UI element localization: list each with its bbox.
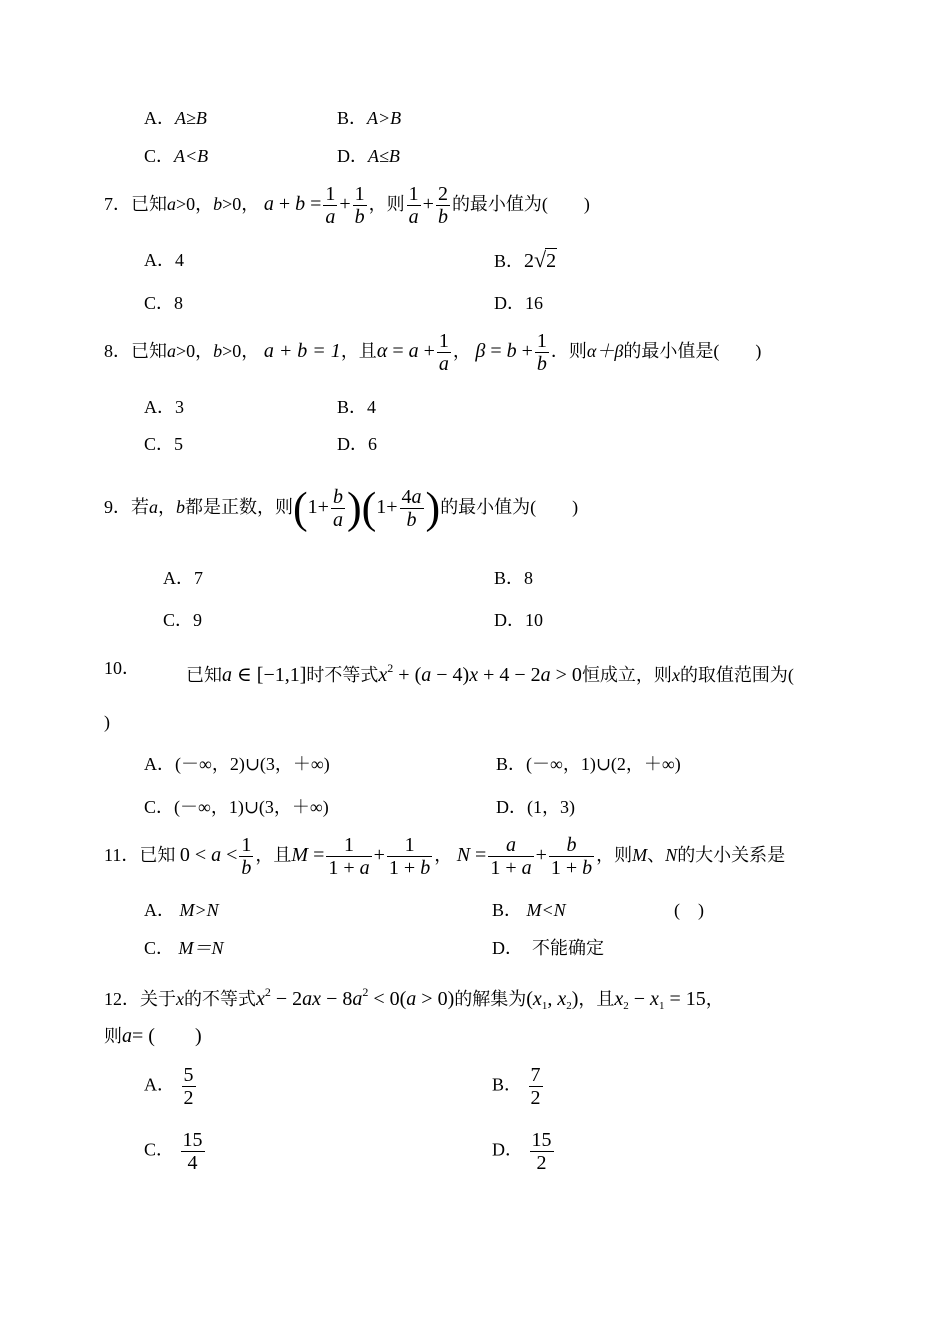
option-value: 10 — [525, 610, 543, 630]
radicand: 2 — [546, 250, 557, 272]
stem-text: 的不等式 — [184, 989, 256, 1009]
stem-text: 已知 — [186, 665, 222, 685]
q11-answer-blank — [674, 898, 704, 922]
q9-option-c — [163, 608, 202, 632]
option-value: 8 — [174, 293, 184, 313]
option-value: 2√2 — [524, 247, 557, 272]
option-value: M<N — [526, 900, 566, 920]
var: x — [671, 665, 680, 685]
q12-option-c — [144, 1129, 207, 1174]
option-label: A． — [144, 754, 175, 774]
option-value: M>N — [179, 900, 219, 920]
option-value: (－∞，2)∪(3，＋∞) — [175, 754, 330, 774]
condition: 0 < a < $\frac{1}{b}$ — [179, 834, 252, 879]
stem-text: 的大小关系是 — [677, 845, 786, 866]
stem-text: ， — [705, 989, 724, 1009]
stem-text: 已知 — [131, 194, 167, 215]
stem-text: 恒成立，则 — [581, 665, 672, 685]
stem-text: 关于 — [140, 989, 176, 1009]
q12-option-a — [144, 1064, 198, 1109]
option-label: B． — [337, 397, 368, 417]
option-label: D． — [492, 938, 523, 958]
option-label: C． — [144, 434, 175, 454]
q10-option-b — [496, 752, 681, 776]
q7-option-a — [144, 248, 184, 272]
var: x — [176, 989, 184, 1009]
condition: $x_2 - x_1 = 15$ — [614, 988, 706, 1012]
var: a — [167, 194, 176, 215]
option-fraction — [530, 1129, 554, 1174]
option-label: C． — [163, 610, 194, 630]
range: a ∈ [−1,1] — [222, 664, 307, 686]
q7-option-c — [144, 291, 183, 315]
stem-text: 的最小值为( ) — [440, 497, 579, 518]
stem-text: ，且 — [340, 341, 377, 362]
stem-text: 、 — [647, 845, 666, 866]
q9-option-b — [494, 566, 533, 590]
q8-option-c — [144, 432, 183, 456]
option-label: D． — [494, 293, 525, 313]
equation: a + b = $\frac{1}{a}$ + $\frac{1}{b}$ — [263, 183, 365, 228]
stem-text: >0， — [222, 341, 260, 362]
var: M — [632, 845, 648, 866]
stem-text: 的解集为 — [454, 989, 527, 1009]
numerator: 7 — [530, 1064, 541, 1086]
var: a — [122, 1025, 132, 1047]
m-def: M = $\frac{1}{1 + a}$ + $\frac{1}{1 + b}$ — [291, 834, 431, 879]
q8-option-d — [337, 432, 377, 456]
question-10 — [104, 656, 140, 680]
numerator: 15 — [531, 1129, 552, 1151]
option-value: 不能确定 — [532, 938, 604, 958]
stem-text: ， — [158, 497, 176, 518]
stem-text: 若 — [131, 497, 149, 518]
option-fraction — [529, 1064, 543, 1109]
var: N — [665, 845, 678, 866]
q6-option-c — [144, 144, 208, 168]
q11-option-d — [492, 936, 604, 960]
question-number: 9． — [104, 497, 131, 518]
denominator: 2 — [183, 1087, 194, 1109]
stem-text: 时不等式 — [306, 665, 379, 685]
question-12-line2 — [104, 1024, 202, 1048]
denominator: 2 — [530, 1087, 541, 1109]
stem-text: = ( ) — [132, 1025, 202, 1047]
q11-option-b — [492, 898, 566, 922]
question-12 — [104, 980, 724, 1018]
stem-text: ( ) — [674, 900, 704, 920]
option-value: 4 — [367, 397, 377, 417]
option-label: D． — [496, 797, 527, 817]
option-value: A≥B — [175, 108, 207, 128]
question-number: 10． — [104, 658, 140, 678]
stem-text: ，且 — [255, 845, 292, 866]
stem-text: >0， — [176, 341, 214, 362]
question-number: 11． — [104, 845, 140, 866]
expression: $\frac{1}{a}$ + $\frac{2}{b}$ — [408, 183, 448, 228]
q7-option-d — [494, 291, 543, 315]
var: a — [167, 341, 176, 362]
q9-option-a — [163, 566, 203, 590]
option-label: B． — [492, 1074, 523, 1095]
q12-option-b — [492, 1064, 545, 1109]
option-value: A≤B — [368, 146, 400, 166]
stem-text: 都是正数，则 — [185, 497, 293, 518]
option-label: C． — [144, 146, 175, 166]
alpha-def: α = a + $\frac{1}{a}$ — [376, 330, 449, 375]
stem-text: ， — [452, 341, 471, 362]
option-label: B． — [496, 754, 527, 774]
option-value: 9 — [193, 610, 203, 630]
q6-option-b — [337, 106, 401, 130]
stem-text: ，则 — [368, 194, 405, 215]
q12-option-d — [492, 1129, 556, 1174]
option-label: A． — [144, 250, 175, 270]
q8-option-b — [337, 395, 376, 419]
option-label: B． — [494, 251, 525, 271]
option-fraction — [181, 1129, 205, 1174]
question-10-close — [104, 710, 110, 734]
question-number: 8． — [104, 341, 131, 362]
option-label: D． — [492, 1139, 523, 1160]
q11-option-c — [144, 936, 224, 960]
question-number: 7． — [104, 194, 131, 215]
option-label: C． — [144, 797, 175, 817]
var: b — [213, 341, 223, 362]
option-label: B． — [337, 108, 368, 128]
option-value: (－∞，1)∪(3，＋∞) — [174, 797, 329, 817]
var: b — [176, 497, 185, 518]
q9-option-d — [494, 608, 543, 632]
option-label: A． — [144, 108, 175, 128]
stem-text: ，则 — [596, 845, 633, 866]
stem-text: 则 — [104, 1026, 122, 1046]
solution-set: ($x_1$, $x_2$) — [526, 988, 579, 1012]
numerator: 15 — [182, 1129, 203, 1151]
stem-text: >0， — [176, 194, 214, 215]
question-8 — [104, 330, 761, 375]
q7-option-b — [494, 248, 557, 273]
stem-text: 已知 — [139, 845, 176, 866]
stem-text: ) — [104, 712, 110, 732]
option-value: 3 — [175, 397, 184, 417]
option-fraction — [182, 1064, 196, 1109]
question-10-stem — [186, 656, 794, 687]
option-label: D． — [337, 434, 368, 454]
equation: a + b = 1 — [263, 340, 341, 363]
stem-text: 的最小值为( ) — [451, 194, 590, 215]
stem-text: 的最小值是( ) — [623, 341, 762, 362]
question-9 — [104, 483, 579, 533]
question-11 — [104, 834, 785, 879]
stem-text: 的取值范围为( — [679, 665, 794, 685]
var: a — [149, 497, 158, 518]
q8-option-a — [144, 395, 184, 419]
option-label: A． — [163, 568, 194, 588]
option-value: 5 — [174, 434, 184, 454]
q10-option-c — [144, 795, 329, 819]
stem-text: ．则 — [550, 341, 587, 362]
question-7 — [104, 183, 590, 228]
q10-option-d — [496, 795, 575, 819]
option-label: A． — [144, 900, 175, 920]
coefficient: 2 — [524, 250, 535, 272]
question-number: 12． — [104, 989, 140, 1009]
q11-option-a — [144, 898, 219, 922]
stem-text: 已知 — [131, 341, 167, 362]
option-value: (1，3) — [527, 797, 575, 817]
option-value: 8 — [524, 568, 534, 588]
option-value: 4 — [175, 250, 184, 270]
numerator: 5 — [183, 1064, 194, 1086]
option-value: A>B — [367, 108, 402, 128]
denominator: 2 — [536, 1152, 547, 1174]
denominator: 4 — [187, 1152, 198, 1174]
option-value: (－∞，1)∪(2，＋∞) — [526, 754, 681, 774]
option-label: C． — [144, 938, 175, 958]
beta-def: β = b + $\frac{1}{b}$ — [475, 330, 547, 375]
inequality: $x^2 + (a - 4)x + 4 - 2a > 0$ — [378, 661, 582, 686]
q6-option-d — [337, 144, 400, 168]
option-label: C． — [144, 293, 175, 313]
expression: α＋β — [586, 341, 624, 362]
option-label: A． — [144, 397, 175, 417]
n-def: N = $\frac{a}{1 + a}$ + $\frac{b}{1 + b}$ — [456, 834, 593, 879]
option-label: D． — [494, 610, 525, 630]
option-label: B． — [492, 900, 523, 920]
q6-option-a — [144, 106, 207, 130]
option-label: A． — [144, 1074, 175, 1095]
option-value: 7 — [194, 568, 203, 588]
option-label: D． — [337, 146, 368, 166]
stem-text: >0， — [222, 194, 260, 215]
option-value: M＝N — [178, 938, 224, 958]
stem-text: ， — [434, 845, 453, 866]
expression: (1+ $\frac{b}{a}$ )(1+ $\frac{4a}{b}$ ) — [293, 483, 441, 533]
option-label: C． — [144, 1139, 175, 1160]
option-label: B． — [494, 568, 525, 588]
option-value: A<B — [174, 146, 209, 166]
option-value: 16 — [525, 293, 543, 313]
var: b — [213, 194, 223, 215]
q10-option-a — [144, 752, 330, 776]
option-value: 6 — [368, 434, 377, 454]
inequality: $x^2 - 2ax - 8a^2 < 0(a > 0)$ — [256, 985, 455, 1010]
stem-text: ，且 — [578, 989, 615, 1009]
